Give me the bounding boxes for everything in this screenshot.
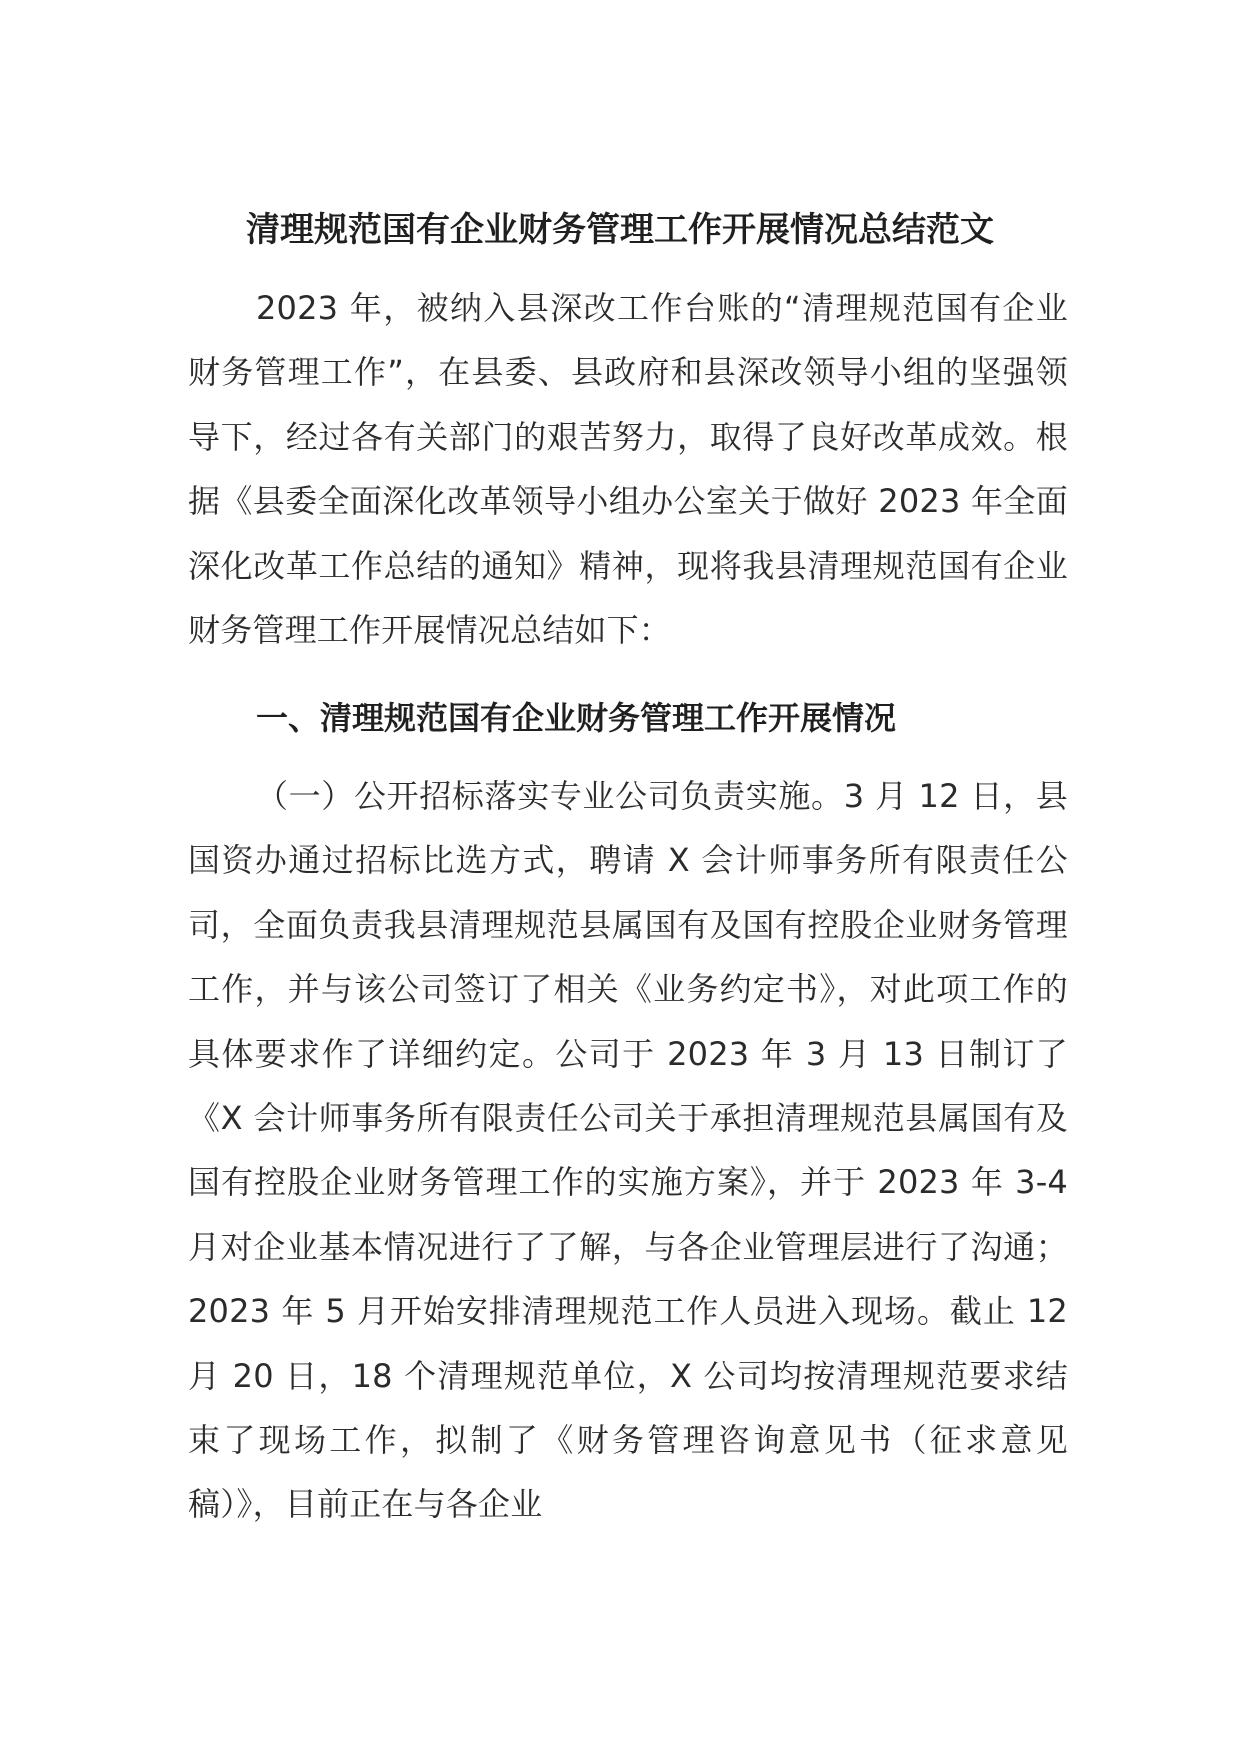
document-title: 清理规范国有企业财务管理工作开展情况总结范文 xyxy=(246,210,994,250)
section-paragraph: （一）公开招标落实专业公司负责实施。3 月 12 日，县国资办通过招标比选方式，聘请 X 会计师事务所有限责任公司，全面负责我县清理规范县属国有及国有控股企业财务管理工作，并与该公司签订了相关《业务约定书》，对此项工作的具体要求作了详细约定。公司于 2023 年 3 月 13 日制订了《X 会计师事务所有限责任公司关于承担清理规范县属国有及国有控股企业财务管理工作的实施方案》，并于 2023 年 3-4 月对企业基本情况进行了了解，与各企业管理层进行了沟通；2023 年 5 月开始安排清理规范工作人员进入现场。截止 12 月 20 日，18 个清理规范单位，X 公司均按清理规范要求结束了现场工作，拟制了《财务管理咨询意见书（征求意见稿）》，目前正在与各企业 xyxy=(188,777,1068,1524)
section-heading: 一、清理规范国有企业财务管理工作开展情况 xyxy=(256,699,897,737)
intro-paragraph: 2023 年，被纳入县深改工作台账的“清理规范国有企业财务管理工作”，在县委、县政府和县深改领导小组的坚强领导下，经过各有关部门的艰苦努力，取得了良好改革成效。根据《县委全面深化改革领导小组办公室关于做好 2023 年全面深化改革工作总结的通知》精神，现将我县清理规范国有企业财务管理工作开展情况总结如下： xyxy=(188,289,1068,650)
